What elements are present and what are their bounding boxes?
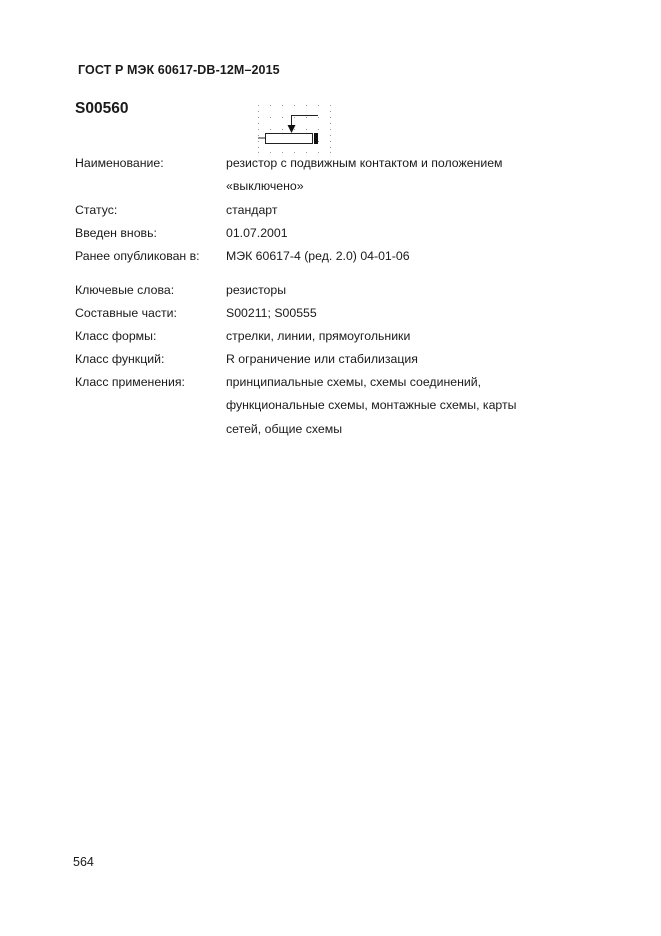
field-value — [226, 199, 278, 222]
field-value — [226, 348, 418, 371]
field-label: Составные части: — [75, 306, 177, 320]
symbol-id: S00560 — [75, 100, 129, 117]
field-value-line: R ограничение или стабилизация — [226, 352, 418, 366]
field-value — [226, 222, 288, 245]
field-value-line: «выключено» — [226, 179, 304, 194]
field-value — [226, 152, 503, 199]
field-label: Класс функций: — [75, 352, 165, 366]
field-value-line: 01.07.2001 — [226, 226, 288, 240]
field-label: Введен вновь: — [75, 226, 157, 240]
field-label: Наименование: — [75, 156, 164, 170]
page-number: 564 — [73, 855, 94, 869]
field-label: Класс применения: — [75, 375, 185, 389]
field-label: Ключевые слова: — [75, 283, 175, 297]
field-label: Класс формы: — [75, 329, 157, 343]
grid-dots — [258, 105, 331, 153]
document-header: ГОСТ Р МЭК 60617-DB-12M–2015 — [78, 63, 280, 77]
field-value-line: функциональные схемы, монтажные схемы, карты — [226, 398, 517, 413]
field-value-line: МЭК 60617-4 (ред. 2.0) 04-01-06 — [226, 249, 410, 263]
field-value-line: резистор с подвижным контактом и положением — [226, 156, 503, 170]
field-value-line: стрелки, линии, прямоугольники — [226, 329, 411, 343]
field-label: Статус: — [75, 203, 118, 217]
field-value — [226, 245, 410, 268]
field-value-line: сетей, общие схемы — [226, 421, 343, 436]
field-value-line: резисторы — [226, 283, 287, 297]
field-value — [226, 279, 286, 302]
field-value-line: стандарт — [226, 203, 278, 217]
resistor-sliding-contact-icon — [250, 98, 340, 158]
field-value — [226, 371, 516, 441]
field-value — [226, 302, 317, 325]
field-value — [226, 325, 410, 348]
field-value-line: принципиальные схемы, схемы соединений, — [226, 375, 482, 389]
field-label: Ранее опубликован в: — [75, 249, 200, 263]
field-value-line: S00211; S00555 — [226, 306, 317, 320]
